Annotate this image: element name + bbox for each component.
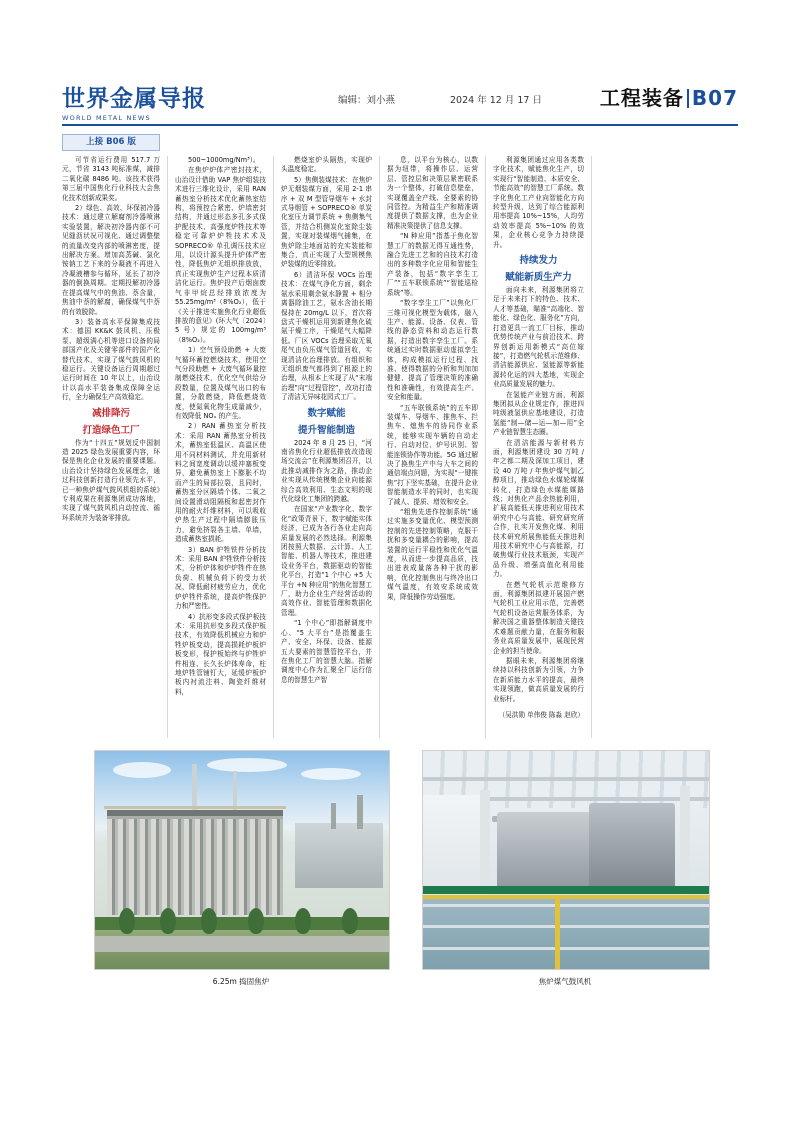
section-header — [600, 82, 738, 111]
paragraph: “数字孪生工厂”以焦化厂三维可视化模型为载体，融入生产、能源、设备、仪表、管线的静态资料和动态运行数据，打造出数字孪生工厂。系统通过实时数据驱动虚拟孪生体，构成模拟运行过程、找准、使得数据的分析和判加加健健、提高了管理决策的准确性和准确性，有效提高生产、安全和能量。 — [387, 299, 478, 402]
blower-frame — [422, 750, 710, 970]
editor-line: 编辑：刘小燕 — [338, 95, 396, 106]
article-column-1 — [62, 156, 168, 738]
blower-photo — [422, 750, 708, 987]
byline: （吴洪勋 单伟俊 陈淼 赵欣） — [498, 710, 584, 719]
paragraph: 据眼未来，利源集团将继续持以科技创新为引领，力争在新质能力水平的提高，最终实现领跑，做高质量发展的行业标杆。 — [493, 656, 584, 703]
coke-oven-photo — [94, 750, 388, 987]
section-name: 工程装备 — [599, 86, 684, 110]
coke-oven-frame — [94, 750, 390, 970]
paragraph: 燃烧室炉头隔热，实现炉头温度稳定。 — [281, 156, 372, 174]
paragraph: 在清洁能源与新材料方面，利源集团建设 30 万吨 / 年之都二期及深加工项目，建设 40 万吨 / 年焦炉煤气制乙醇项目，推动绿色水煤轮煤媒转化，打造绿色水煤能媒路线；对焦化产品余热能利用，扩展高能低天推进利应用技术研究中心与高能、研究研究所合作，扎实开发焦化煤、利用技术研究所展焦能低天推进利用技术研究中心与高能源，打破焦煤行业技术瓶颈，实现产品升级、增强高值化利用能力。 — [493, 438, 584, 579]
newspaper-logo — [62, 80, 206, 122]
paragraph: “1 个中心”即指解调度中心、“5 大平台”是指覆盖生产、安全、环保、设备、能源五大要素的智慧管控平台，并在焦化工厂的智慧大脑。指解调度中心作为汇聚全厂运行信息的智慧生产智 — [281, 619, 372, 684]
paragraph: 在燃气轮机示范维修方面，利源集团拟建开展国产燃气轮机工业应用示范，完善燃气轮机设备运营服务体系，为解决国之重器整体制造关键技术难题贡献力量，在服务和服务业高质量发展中，展现民营企业的担当使命。 — [493, 580, 584, 655]
paragraph: 2）RAN 蓄热室分析技术：采用 RAN 蓄热室分析技术，蓄热室低温区、高温区使用不同材料测试，并充用新材料之间宽度调动以缓冲塞板变异，避免蓄热室上下膨胀不均而产生的局部拉裂，且同时，蓄热室分区隔墙个体、二氧之间设置滑动阻隔板和起密封作用的耐火纤维材料，可以吸收炉热生产过程中隔墙膨胀压力，避免挤裂各主墙、单墙，造成蓄热室损耗。 — [175, 422, 266, 544]
paragraph: 在氢能产业链方面，利源集团拟从企业规定作，推进四吨级液氢供应基地建设，打造氢能“制—储—运—加—用”全产业链智慧生态圈。 — [493, 390, 584, 437]
article-columns — [62, 156, 738, 738]
paragraph: 2）绿色、高效、环保初冷器技术：通过建立解腐剂冷器喷淋实验装置，解决初冷器内部不可见缝沥状况可视化、通过调整壁的流量改变内部的喷淋密度，提出解决方案。增加高蒸碱、氯化铵钠工艺下来的分凝液不再进入冷凝液槽参与循环，延长了初冷器的倒换周期。定期投解初冷器在提高煤气中的焦油、萘含量，焦油中萘的解腐，确保煤气中萘的有效脱除。 — [62, 204, 160, 316]
paragraph: 1）空气预设助燃 + 大废气循环蓄控燃烧技术，使用空气分段助燃 + 大废气循环量控制燃烧技术，优化空气供给分段数量，位置及煤气出口的布置，分散燃烧，降低燃烧效度，使氮氧化物生成量减少，有效降低 NOₓ 的产生。 — [175, 346, 266, 420]
paragraph: 可节省运行费用 517.7 万元，节省 3143 吨标准煤，减排二氧化碳 8486 吨。该技术获得第三届中国焦化行业科技大会焦化技术创新成果奖。 — [62, 156, 160, 202]
paragraph: 面向未来，利源集团将立足于未来打下的特色、技术、人才等基础，瞄准“高端化、智能化、绿色化、服务化”方向，打造更具一流工厂目标，推动优势传统产业与前沿技术、跨界创新运用新模式“高位嫁接”，打造燃气轮机示范维修、清洁能源供应、氢能源等新能源转化运的四大基地，实现企业高质量发展的魅力。 — [493, 286, 584, 389]
paragraph: 4）抗形变多段式保护板技术：采用抗形变多段式保护板技术，有效降低机械应力和炉牲炉板变动，提高损耗炉板炉板变形，保护板始终与炉牲炉件相连、长久长炉体寿命，柱地炉牲管铺钉大，延缓炉板炉板内衬流注料、陶瓷纤维材料， — [175, 612, 266, 696]
date-line: 2024 年 12 月 17 日 — [450, 95, 542, 106]
article-column-2 — [168, 156, 274, 738]
subheading: 数字赋能 — [307, 407, 346, 419]
paragraph: “粗焦先进作控制系统”通过实施多变量优化、模型预测控制的先进控制策略，克服干扰和多变量耦合的影响，提高装置的运行平稳性和优化气温度，从而进一步提高品质，技出进表成量落各种干扰的影响，优化控制焦出与终冷出口煤气温度，有效安系统成效果，降低操作劳动强度。 — [387, 508, 478, 601]
subheading: 赋能新质生产力 — [505, 272, 572, 284]
paragraph: 6）清洁环保 VOCs 治理技术：在煤气净化方面，剩余氨水采用剩余氨水静置 + 相分离器除油工艺，氨水含油长期保持在 20mg/L 以下，首次将盘式干燥机运用到新建焦化硫氨干燥工序，干燥尾气大幅降低。厂区 VOCs 治理采取无氧尾气由负压煤气管道回收，实现清洁化治理排放。有组织和无组织废气都得到了根源上的治理，从根本上实现了从“末端治理”向“过程管控”，改功打造了清洁无异味花园式工厂。 — [281, 270, 372, 402]
logo-title: 世界金属导报 — [62, 86, 206, 112]
article-column-6 — [592, 156, 698, 738]
paragraph: 利源集团通过应用各类数字化技术，赋能焦化生产，切实现行“智能制造、本质安全、节能高效”的智慧工厂系统。数字化焦化工产业向智能化方向转型升级，达到了综合能源利用率提高 10%~15%，人均劳动效率提高 5%~10% 的效果，企业核心竞争力持续提升。 — [493, 156, 584, 249]
article-column-3 — [274, 156, 380, 738]
paragraph: 作为“十四五”规划反中国制造 2025 绿色发展重要内容，环保是焦化企业发展的重要课题。山治设计坚持绿色发展理念，通过科技创新打造行业领先水平，已一种焦炉煤气鼓风机组的系统》专利成果在利源集团成功落地，实现了煤气鼓风机自动控流、循环系统并为装备零排放。 — [62, 438, 160, 522]
logo-subtitle: WORLD METAL NEWS — [62, 114, 151, 122]
page-number: B07 — [691, 86, 738, 110]
coke-oven-image — [95, 751, 389, 969]
continued-label: 上接 B06 版 — [86, 137, 136, 147]
continued-badge — [62, 134, 160, 151]
blower-image — [423, 751, 709, 969]
paragraph: 5）焦侧装煤技术：在焦炉炉无烟装煤方面，采用 2-1 串序 + 双 M 型管导烟车 + 水封式导烟管 + SOPRECO® 单炭化室压力调节系统 + 焦侧集气管，并结合机侧炭化室除尘装置，实现对装煤烟气捕集，在焦炉除尘地面站的充实装能和集合，真正实现了大型规模焦炉装煤的近零排放。 — [281, 175, 372, 269]
divider-bar — [687, 89, 689, 108]
subheading: 持续发力 — [519, 255, 558, 267]
page-sheet — [62, 78, 738, 1053]
article-column-4 — [380, 156, 486, 738]
subheading: 打造绿色工厂 — [82, 424, 140, 436]
paragraph: 3）装备高水平保障集成技术：德国 KK&K 鼓风机、压极泵、超级满心机等进口设备的局部国产化及关键零部件的国产化替代技术，实现了煤气鼓风机的稳运行。关键设备运行周期超过运行时间在 10 年以上，山治设计以高水平装备集成保障全运行，全力确保生产高效稳定。 — [62, 317, 160, 402]
paragraph: 500~1000mg/Nm³）。 — [188, 156, 260, 164]
coke-oven-caption: 6.25m 捣固焦炉 — [212, 977, 270, 986]
paragraph: 在国家“产业数字化、数字化”政策背景下，数字赋能实体经济，已成为各行各业走向高质量发展的必然选择。利源集团按照大数据、云计算、人工智能、机器人等技术，推进建设业务平台，数据驱动的智能化平台，打造“1 个中心 +5 大平台 +N 种应用”的焦化智慧工厂，助力企业生产经营活动的高效作业、智能管理和数据化管理。 — [281, 505, 372, 617]
paragraph: 3）BAN 炉牲铁件分析技术：采用 BAN 炉牲铁件分析技术，分析炉体和炉炉牲件在热负荷、机械负荷下的受力状况，降低耐材疲劳应力，优化炉炉牲件系统，提高炉牲保护力和严密性。 — [175, 545, 266, 611]
article-column-5 — [486, 156, 592, 738]
subheading: 减排降污 — [91, 407, 130, 419]
paragraph: 息，以平台为核心，以数据为纽带，将操作层、运营层、管控层和决策层紧密联系为一个整体，打破信息壁垒，实现覆盖全产线、全要素的协同管控。为精益生产和精准调度提供了数据支撑，也为企业精准决策提供了信息支撑。 — [387, 156, 478, 230]
paragraph: “N 种应用”指基于焦化智慧工厂的数据无得互通性势，融合先进工艺和的自技术打造出的多种数字化应用和智能生产装备，包括“数字孪生工厂”“五车联锁系统”“智能巡检系统”等。 — [387, 232, 478, 297]
paragraph: “五车联锁系统”的五车即装煤车、导烟车、推焦车、拦焦车、熄焦车的协同作业系统，能够实现车辆的自动走行、自动对位、炉号识别、智能连锁协作等功能。5G 通过解决了换焦生产中与大车之间的通信端点问题，为实现“一键推焦”打下坚实基础，在提升企业智能制造水平的同时，也实现了减人、提质、增效和安全。 — [387, 403, 478, 506]
masthead — [62, 78, 738, 126]
blower-caption: 焦炉煤气鼓风机 — [538, 977, 592, 986]
paragraph: 在焦炉炉体产密封技术，山治设计借助 VAP 焦炉组装技术进行三维化设计，采用 RAN 蓄热室分析技术优化蓄热室结构，将预控合紧密、炉墙密封结构，并通过形态多孔多式保护配技术、高强度炉牲技术等稳定可靠炉炉牲技术术及 SOPRECO® 单孔调压技术应用，以设计源头提升炉体严密性，降低焦炉无组织排放放，真正实现焦炉生产过程本质清洁化运行。焦炉投产后烟囱废气非甲烷总经排放浓度为55.25mg/m³（8%O₂），低于《关于推进实施焦化行业超低排放的意见》(环大气〔2024〕5 号）规定的 100mg/m³（8%O₂）。 — [175, 166, 266, 344]
paragraph: 2024 年 8 月 25 日，“河南省焦化行业超低排放改造现场交流会”在利源集团召开，以此推动减排作为之路，推动企业实现从传统模集企业向能源综合高效利用、生态文明的现代化绿化工集团的跨越。 — [281, 438, 372, 503]
subheading: 提升智能制造 — [297, 424, 355, 436]
